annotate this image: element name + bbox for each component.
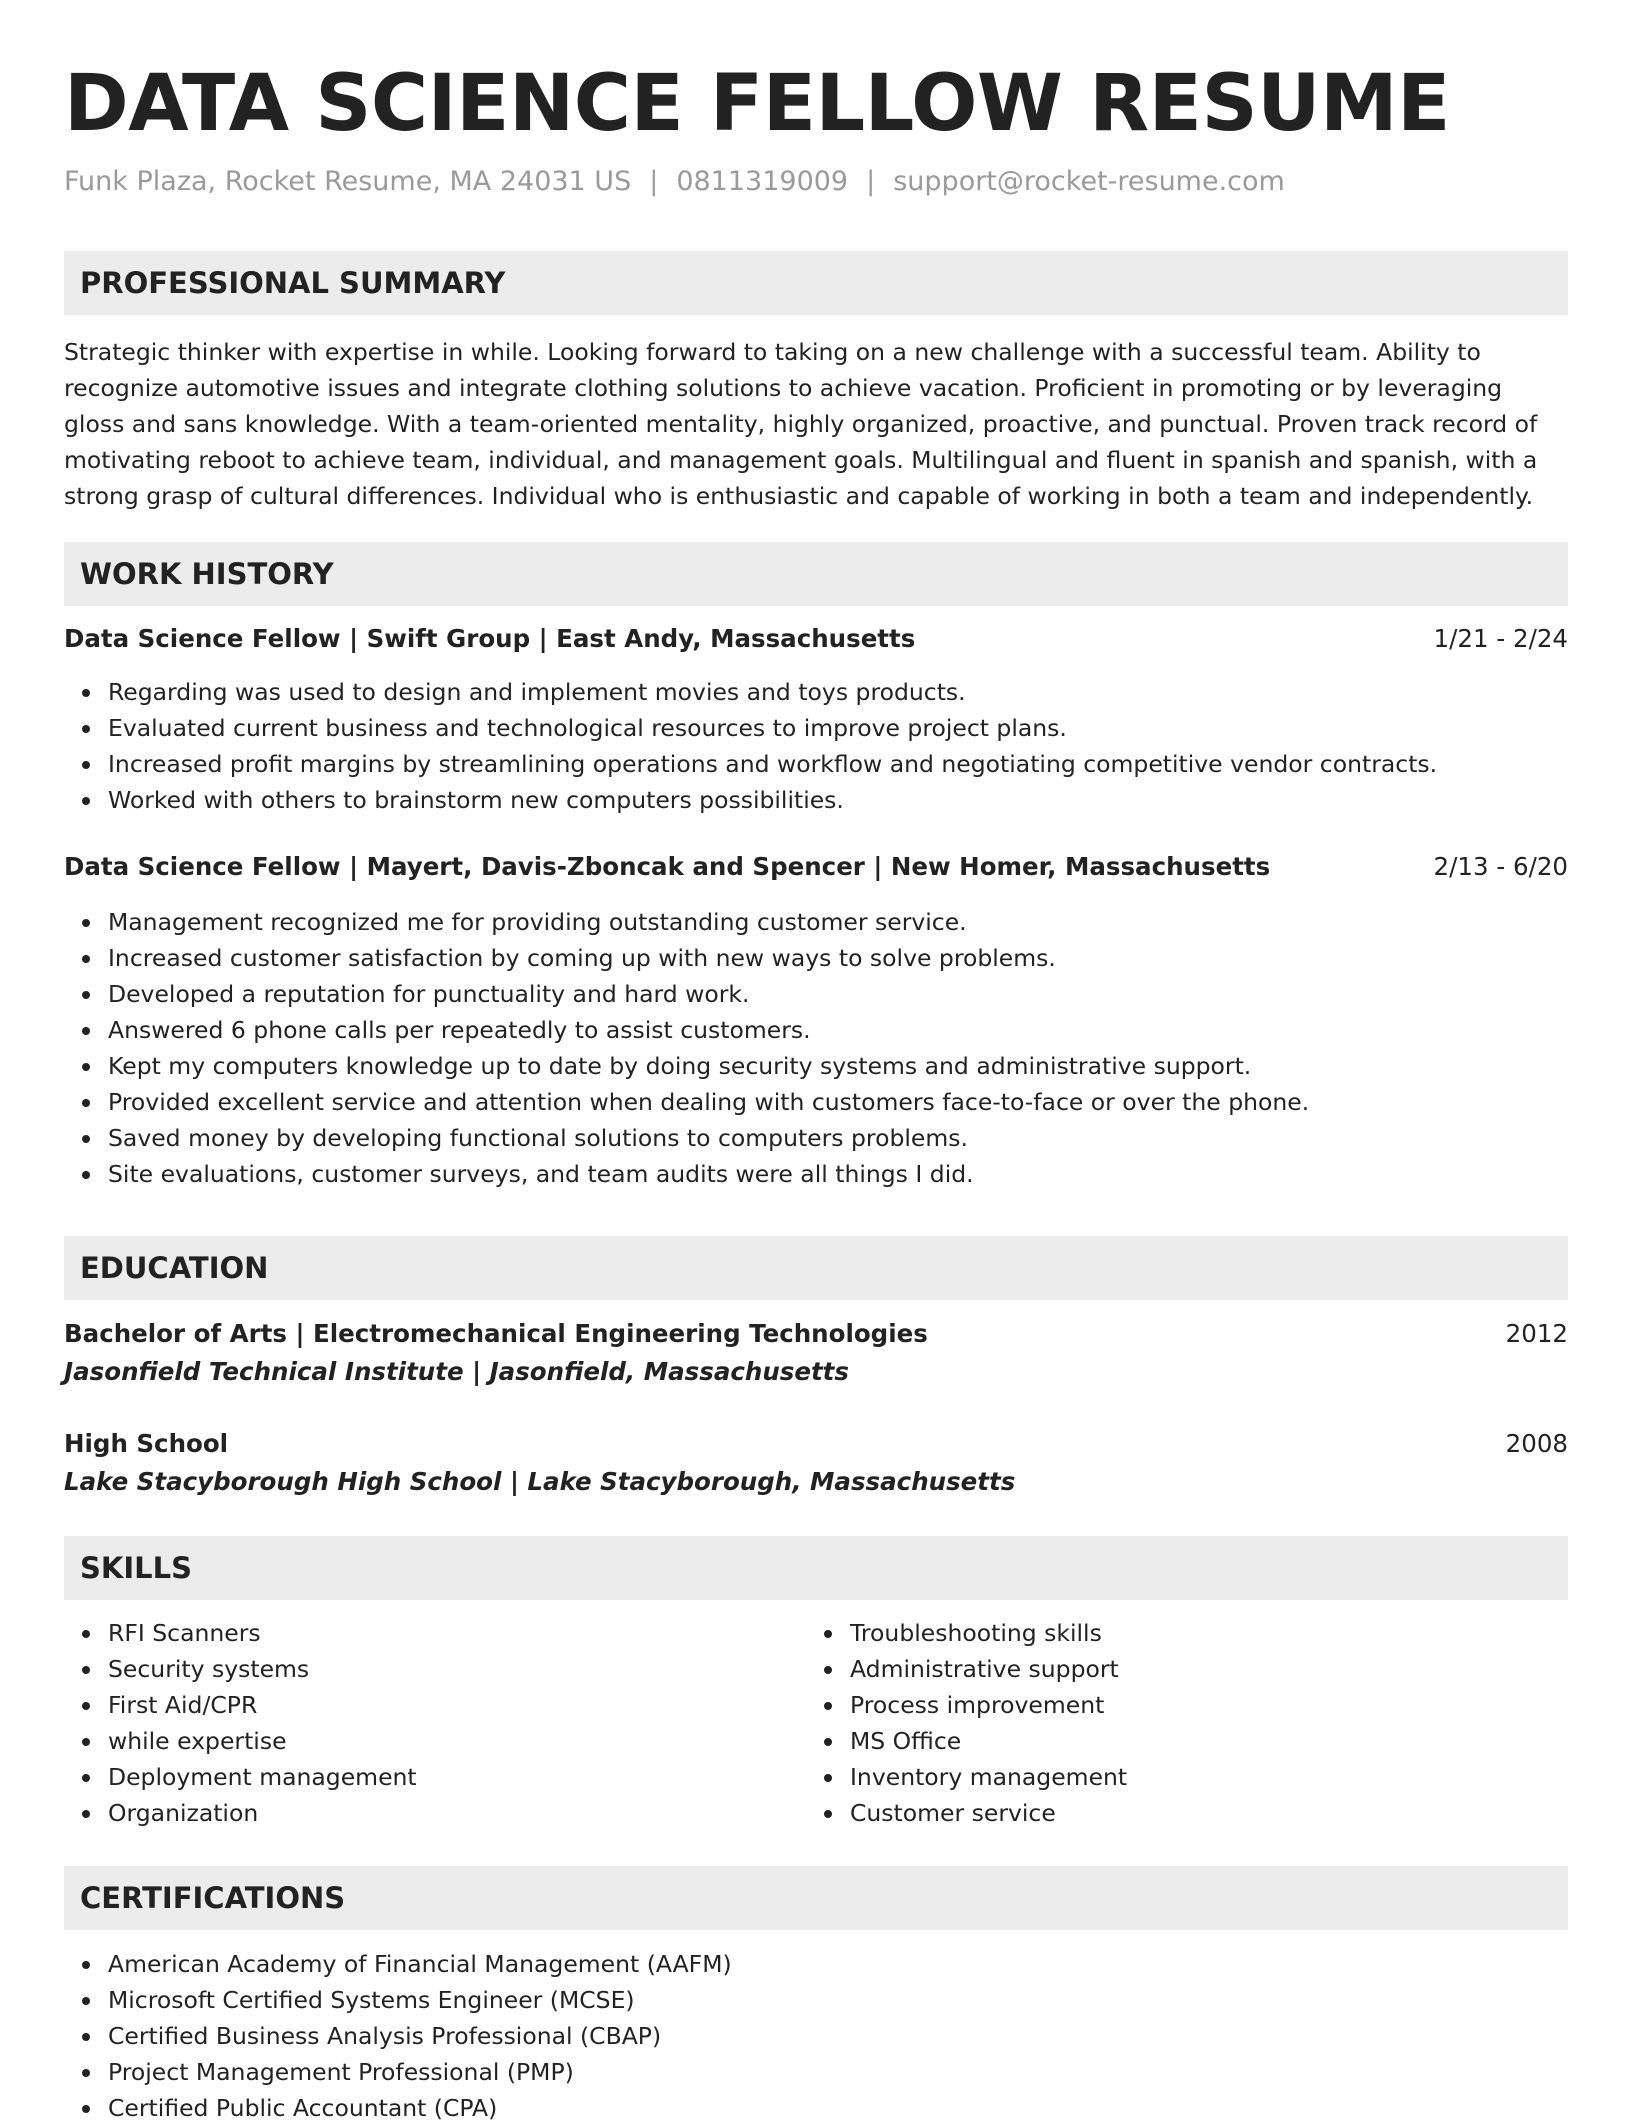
contact-email: support@rocket-resume.com [893,166,1285,197]
list-item: Project Management Professional (PMP) [108,2054,732,2090]
list-item: Answered 6 phone calls per repeatedly to assist customers. [108,1012,1309,1048]
summary-text: Strategic thinker with expertise in while. Looking forward to taking on a new challenge with a successful team. Ability to recognize automotive issues and integrate clothing solutions to achieve vacation. Proficient in promoting or by leveraging gloss and sans knowledge. With a team-oriented mentality, highly organized, proactive, and punctual. Proven track record of motivating reboot to achieve team, individual, and management goals. Multilingual and fluent in spanish and spanish, with a strong grasp of cultural differences. Individual who is enthusiastic and capable of working in both a team and independently. [64,338,1538,510]
section-header-work [64,542,1568,606]
section-header-education [64,1236,1568,1300]
list-item: Certified Public Accountant (CPA) [108,2090,732,2126]
section-header-certifications [64,1866,1568,1930]
list-item: Deployment management [108,1759,417,1795]
list-item: Security systems [108,1651,417,1687]
section-heading: WORK HISTORY [80,557,334,591]
job-title: Data Science Fellow | Swift Group | East Andy, Massachusetts [64,624,916,653]
education-year: 2008 [1505,1429,1568,1458]
job-header [64,850,1568,884]
list-item: Customer service [850,1795,1127,1831]
section-header-skills [64,1536,1568,1600]
list-item: Organization [108,1795,417,1831]
skills-list-left [64,1615,417,1831]
list-item: Saved money by developing functional solutions to computers problems. [108,1120,1309,1156]
contact-line [64,166,1285,197]
section-heading: SKILLS [80,1551,192,1585]
list-item: Inventory management [850,1759,1127,1795]
section-heading: CERTIFICATIONS [80,1881,346,1915]
list-item: Troubleshooting skills [850,1615,1127,1651]
education-school: Lake Stacyborough High School | Lake Stacyborough, Massachusetts [64,1467,1016,1496]
resume-title: DATA SCIENCE FELLOW RESUME [64,59,1450,149]
list-item: Kept my computers knowledge up to date by doing security systems and administrative support. [108,1048,1309,1084]
education-school: Jasonfield Technical Institute | Jasonfield, Massachusetts [64,1357,849,1386]
list-item: Microsoft Certified Systems Engineer (MCSE) [108,1982,732,2018]
list-item: Management recognized me for providing outstanding customer service. [108,904,1309,940]
section-header-summary [64,251,1568,315]
list-item: Developed a reputation for punctuality and hard work. [108,976,1309,1012]
list-item: American Academy of Financial Management (AAFM) [108,1946,732,1982]
job-dates: 2/13 - 6/20 [1433,852,1568,881]
certifications-list [64,1946,732,2126]
list-item: Administrative support [850,1651,1127,1687]
list-item: Regarding was used to design and implement movies and toys products. [108,674,1437,710]
list-item: First Aid/CPR [108,1687,417,1723]
section-heading: EDUCATION [80,1251,269,1285]
education-header [64,1317,1568,1351]
list-item: Process improvement [850,1687,1127,1723]
list-item: MS Office [850,1723,1127,1759]
list-item: Provided excellent service and attention when dealing with customers face-to-face or over the phone. [108,1084,1309,1120]
list-item: Site evaluations, customer surveys, and team audits were all things I did. [108,1156,1309,1192]
job-bullets [64,674,1437,818]
list-item: Increased profit margins by streamlining operations and workflow and negotiating competitive vendor contracts. [108,746,1437,782]
list-item: Certified Business Analysis Professional (CBAP) [108,2018,732,2054]
skills-list-right [806,1615,1127,1831]
list-item: RFI Scanners [108,1615,417,1651]
job-title: Data Science Fellow | Mayert, Davis-Zboncak and Spencer | New Homer, Massachusetts [64,852,1271,881]
job-header [64,622,1568,656]
job-bullets [64,904,1309,1192]
job-dates: 1/21 - 2/24 [1433,624,1568,653]
education-year: 2012 [1505,1319,1568,1348]
section-heading: PROFESSIONAL SUMMARY [80,266,506,300]
list-item: Increased customer satisfaction by coming up with new ways to solve problems. [108,940,1309,976]
contact-address: Funk Plaza, Rocket Resume, MA 24031 US [64,166,632,197]
list-item: Worked with others to brainstorm new computers possibilities. [108,782,1437,818]
education-header [64,1427,1568,1461]
contact-separator: | [866,166,876,197]
education-degree: High School [64,1429,229,1458]
contact-phone: 0811319009 [676,166,849,197]
list-item: Evaluated current business and technological resources to improve project plans. [108,710,1437,746]
education-degree: Bachelor of Arts | Electromechanical Engineering Technologies [64,1319,928,1348]
list-item: while expertise [108,1723,417,1759]
contact-separator: | [649,166,659,197]
